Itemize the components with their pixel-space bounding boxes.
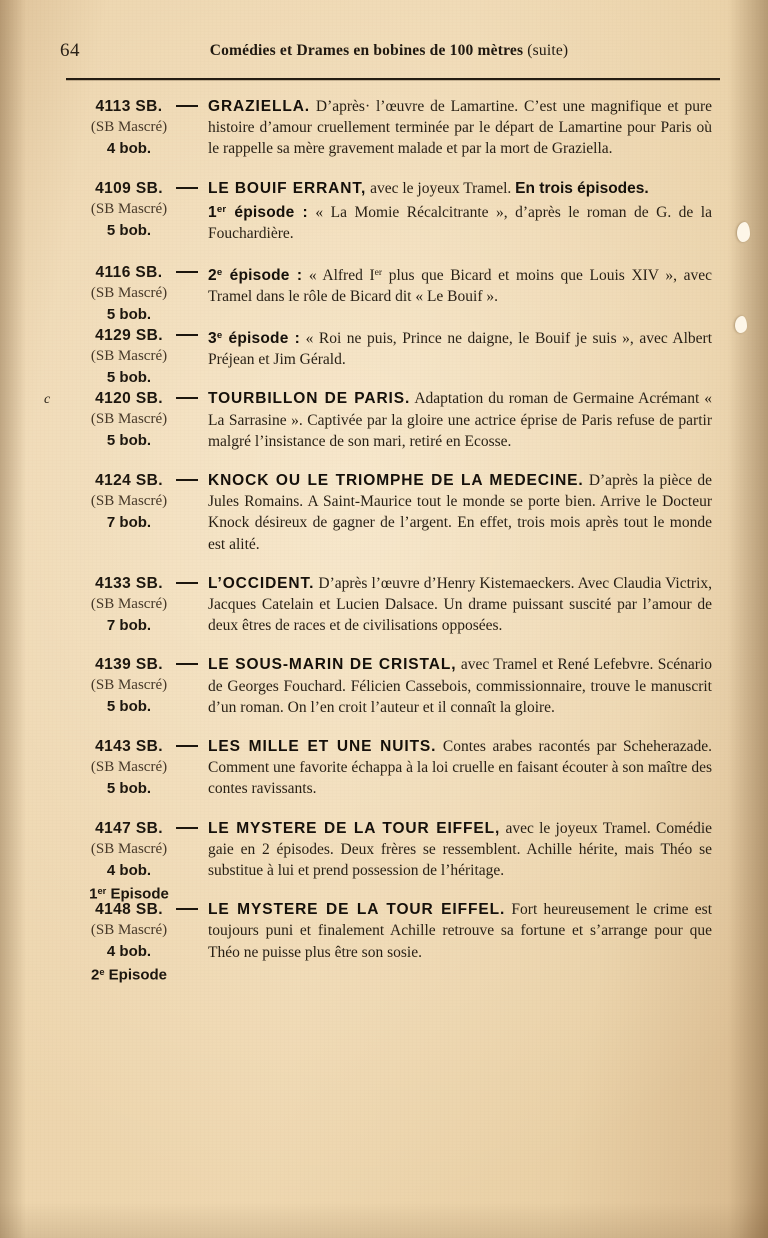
entry-episode-note: En trois épisodes. [515, 179, 649, 197]
entry-reel-count: 5 bob. [106, 221, 152, 239]
catalogue-entry [0, 388, 768, 452]
entry-producer: (SB Mascré) [90, 285, 168, 302]
entry-reel-count: 7 bob. [106, 514, 152, 532]
entry-synopsis: D’après· l’œuvre de Lamartine. C’est une magnifique et pure histoire d’amour cruellement terminée par le départ de Lamartine pour Paris où le rappelle sa mère gravement malade et par la mort de Graziella. [208, 98, 713, 158]
entry-title: LE MYSTERE DE LA TOUR EIFFEL. [208, 901, 506, 919]
entry-episode-label: 1er Episode [89, 885, 169, 903]
entry-dash-separator [176, 663, 198, 665]
entry-reel-count: 5 bob. [106, 306, 152, 324]
bottom-edge-shadow [0, 1202, 768, 1238]
entry-description [208, 899, 712, 963]
entry-catalogue-number: 4133 SB. [95, 574, 163, 592]
catalogue-entry [0, 325, 768, 387]
entry-reel-count: 5 bob. [106, 369, 152, 387]
entry-description [208, 573, 712, 637]
entry-title: LE SOUS-MARIN DE CRISTAL, [208, 656, 457, 674]
entry-producer: (SB Mascré) [90, 922, 168, 939]
entry-inner [0, 470, 768, 555]
entry-reference-column [60, 899, 198, 986]
entry-description [208, 388, 712, 452]
entry-catalogue-number: 4113 SB. [95, 98, 163, 115]
entry-synopsis: Contes arabes racontés par Scheherazade. Comment une favorite échappa à la loi cruelle en faisant écouter à son maître des contes ravissants. [208, 738, 713, 798]
entry-episode-lead: 3e épisode : [208, 330, 301, 348]
entry-synopsis: « Alfred Ier plus que Bicard et moins que Louis XIV », avec Tramel dans le rôle de Bicard dit « Le Bouif ». [208, 266, 712, 306]
entry-title: LES MILLE ET UNE NUITS. [208, 738, 437, 756]
entry-inner [0, 654, 768, 718]
entry-description [208, 470, 712, 555]
entry-title: L’OCCIDENT. [208, 574, 315, 592]
entry-producer: (SB Mascré) [90, 119, 168, 135]
entry-dash-separator [176, 827, 198, 829]
page-number: 64 [60, 40, 80, 61]
running-head [0, 42, 768, 60]
entry-dash-separator [176, 105, 198, 107]
entry-dash-separator [176, 334, 198, 336]
entry-inner [0, 178, 768, 244]
entry-synopsis: Fort heureusement le crime est toujours puni et finalement Achille retrouve sa fortune et s’arrange pour que Théo ne puisse plus être son sosie. [208, 901, 713, 961]
entry-catalogue-number: 4120 SB. [95, 390, 163, 408]
catalogue-entry [0, 178, 768, 244]
entry-reel-count: 4 bob. [106, 943, 152, 961]
entry-producer: (SB Mascré) [90, 759, 168, 776]
entry-subepisode-text: « La Momie Récalcitrante », d’après le roman de G. de la Fouchardière. [208, 203, 712, 242]
entry-description [208, 96, 712, 160]
entry-inner [0, 573, 768, 637]
entry-title: KNOCK OU LE TRIOMPHE DE LA MEDECINE. [208, 472, 584, 490]
entry-producer: (SB Mascré) [90, 677, 168, 694]
entry-reel-count: 4 bob. [106, 140, 152, 157]
catalogue-entry [0, 262, 768, 324]
entry-catalogue-number: 4148 SB. [95, 901, 163, 919]
entry-description [208, 818, 712, 882]
entry-inner [0, 96, 768, 160]
entry-producer: (SB Mascré) [90, 348, 168, 365]
entry-catalogue-number: 4143 SB. [95, 738, 163, 756]
entry-dash-separator [176, 187, 198, 189]
entry-synopsis: D’après la pièce de Jules Romains. A Saint-Maurice tout le monde se porte bien. Arrive le Docteur Knock désireux de gagner de l’argent. En effet, trois mois après tout le monde est alité. [208, 472, 712, 553]
entry-inner [0, 262, 768, 324]
entry-catalogue-number: 4129 SB. [95, 327, 163, 345]
entry-inner [0, 388, 768, 452]
entry-reel-count: 5 bob. [106, 698, 152, 716]
entry-episode-label: 2e Episode [90, 966, 168, 984]
catalogue-entry [0, 96, 768, 160]
page-header [0, 40, 768, 74]
entry-episode-lead: 2e épisode : [208, 266, 303, 284]
entry-producer: (SB Mascré) [90, 840, 168, 857]
entry-title: LE BOUIF ERRANT, [208, 179, 367, 197]
entry-description [208, 325, 712, 370]
entry-catalogue-number: 4147 SB. [95, 819, 163, 837]
entry-reel-count: 5 bob. [106, 780, 152, 798]
catalogue-entry [0, 736, 768, 800]
entry-title: GRAZIELLA. [208, 98, 310, 115]
entry-inner [0, 736, 768, 800]
entry-synopsis: avec le joyeux Tramel. [370, 179, 512, 197]
header-divider-rule [66, 78, 720, 80]
catalogue-entry [0, 654, 768, 718]
entry-dash-separator [176, 745, 198, 747]
entry-producer: (SB Mascré) [90, 411, 168, 428]
entry-dash-separator [176, 479, 198, 481]
catalogue-entry [0, 818, 768, 903]
entry-description [208, 736, 712, 800]
entry-catalogue-number: 4139 SB. [95, 656, 163, 674]
running-head-suffix: (suite) [527, 42, 569, 59]
entry-reel-count: 7 bob. [106, 616, 152, 634]
entry-dash-separator [176, 397, 198, 399]
entry-producer: (SB Mascré) [90, 493, 168, 510]
entry-catalogue-number: 4124 SB. [95, 472, 163, 490]
catalogue-entry [0, 470, 768, 555]
entry-reference-column [60, 818, 198, 905]
entry-subepisode-lead: 1er épisode : [208, 203, 308, 221]
entry-description [208, 654, 712, 718]
catalogue-entry [0, 573, 768, 637]
entry-title: LE MYSTERE DE LA TOUR EIFFEL, [208, 819, 501, 837]
running-head-title: Comédies et Drames en bobines de 100 mètres [209, 42, 524, 59]
entry-reel-count: 5 bob. [106, 432, 152, 450]
entry-synopsis: avec le joyeux Tramel. Comédie gaie en 2 épisodes. Deux frères se ressemblent. Achille hérite, mais Théo se substitue à lui et prend possession de l’héritage. [208, 819, 713, 880]
entry-dash-separator [176, 582, 198, 584]
entry-synopsis: Adaptation du roman de Germaine Acrémant « La Sarrasine ». Captivée par la gloire une actrice éprise de Paris refuse de partir malgré l’insistance de son mari, retiré en Ecosse. [208, 390, 712, 450]
margin-annotation-mark: c [44, 392, 51, 408]
entry-dash-separator [176, 908, 198, 910]
entry-synopsis: avec Tramel et René Lefebvre. Scénario de Georges Fouchard. Félicien Cassebois, commissionnaire, trouve le manuscrit d’un roman. On l’en croit l’auteur et il connaît la gloire. [208, 656, 713, 716]
entry-producer: (SB Mascré) [90, 200, 168, 217]
entry-title: TOURBILLON DE PARIS. [208, 390, 411, 408]
entry-inner [0, 899, 768, 984]
entry-producer: (SB Mascré) [90, 595, 168, 612]
entry-synopsis: D’après l’œuvre d’Henry Kistemaeckers. Avec Claudia Victrix, Jacques Catelain et Lucien Dalsace. Un drame puissant suscité par l’amour de deux êtres de races et de civilisations opposées. [208, 574, 713, 635]
entry-dash-separator [176, 271, 198, 273]
entry-catalogue-number: 4116 SB. [95, 264, 163, 282]
entry-description [208, 262, 712, 307]
entry-catalogue-number: 4109 SB. [95, 179, 163, 197]
catalogue-entry-list [0, 96, 768, 984]
entry-description [208, 178, 712, 244]
catalogue-entry [0, 899, 768, 984]
entry-reel-count: 4 bob. [106, 861, 152, 879]
entry-inner [0, 325, 768, 387]
entry-synopsis: « Roi ne puis, Prince ne daigne, le Bouif je suis », avec Albert Préjean et Jim Gérald. [208, 330, 712, 369]
entry-inner [0, 818, 768, 903]
